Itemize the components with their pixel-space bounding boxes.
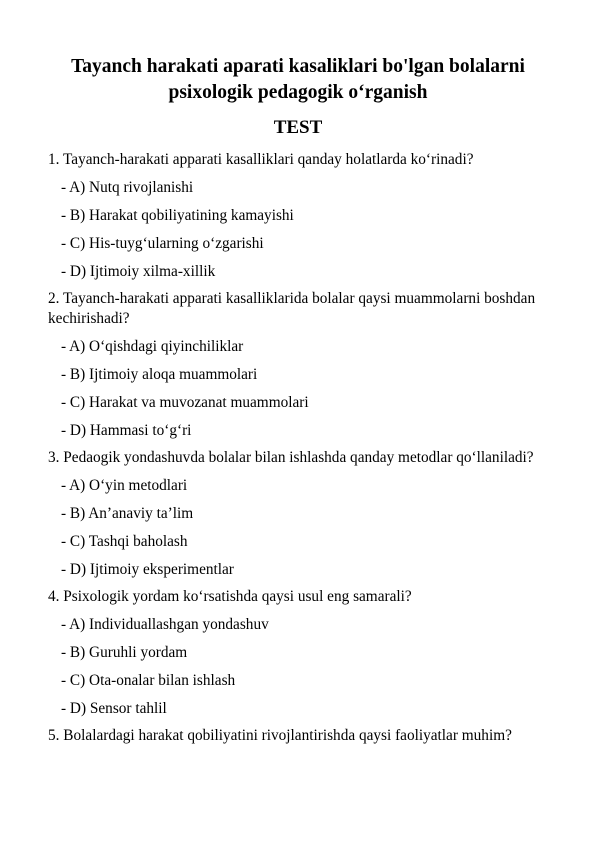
answer-option: - A) O‘yin metodlari (61, 477, 188, 494)
answer-option: - D) Ijtimoiy xilma-xillik (61, 263, 216, 280)
question-block (48, 723, 553, 750)
answer-option: - B) Guruhli yordam (61, 644, 188, 661)
document-title: Tayanch harakati aparati kasaliklari bo'lgan bolalarni psixologik pedagogik o‘rganish (71, 56, 525, 103)
answer-option: - B) Ijtimoiy aloqa muammolari (61, 366, 258, 383)
question-text: 4. Psixologik yordam ko‘rsatishda qaysi usul eng samarali? (48, 588, 412, 605)
answer-option: - C) Tashqi baholash (61, 533, 188, 550)
answer-option: - D) Sensor tahlil (61, 700, 167, 717)
question-block (48, 286, 553, 445)
answer-option: - A) O‘qishdagi qiyinchiliklar (61, 338, 244, 355)
answer-option: - C) His-tuyg‘ularning o‘zgarishi (61, 235, 264, 252)
document-subtitle: TEST (273, 117, 323, 138)
answer-option: - A) Individuallashgan yondashuv (61, 616, 269, 633)
question-text: 5. Bolalardagi harakat qobiliyatini rivojlantirishda qaysi faoliyatlar muhim? (48, 727, 512, 744)
answer-option: - D) Hammasi to‘g‘ri (61, 422, 192, 439)
answer-option: - D) Ijtimoiy eksperimentlar (61, 561, 234, 578)
answer-option: - B) Harakat qobiliyatining kamayishi (61, 207, 294, 224)
question-block (48, 584, 553, 723)
question-text: 1. Tayanch-harakati apparati kasalliklari qanday holatlarda ko‘rinadi? (48, 151, 474, 168)
answer-option: - B) An’anaviy ta’lim (61, 505, 194, 522)
question-text: 3. Pedaogik yondashuvda bolalar bilan ishlashda qanday metodlar qo‘llaniladi? (48, 449, 534, 466)
answer-option: - A) Nutq rivojlanishi (61, 179, 194, 196)
question-block (48, 445, 553, 584)
answer-option: - C) Harakat va muvozanat muammolari (61, 394, 309, 411)
question-text: 2. Tayanch-harakati apparati kasalliklarida bolalar qaysi muammolarni boshdan kechirishadi? (48, 290, 536, 327)
answer-option: - C) Ota-onalar bilan ishlash (61, 672, 236, 689)
question-list (48, 147, 553, 750)
question-block (48, 147, 553, 286)
